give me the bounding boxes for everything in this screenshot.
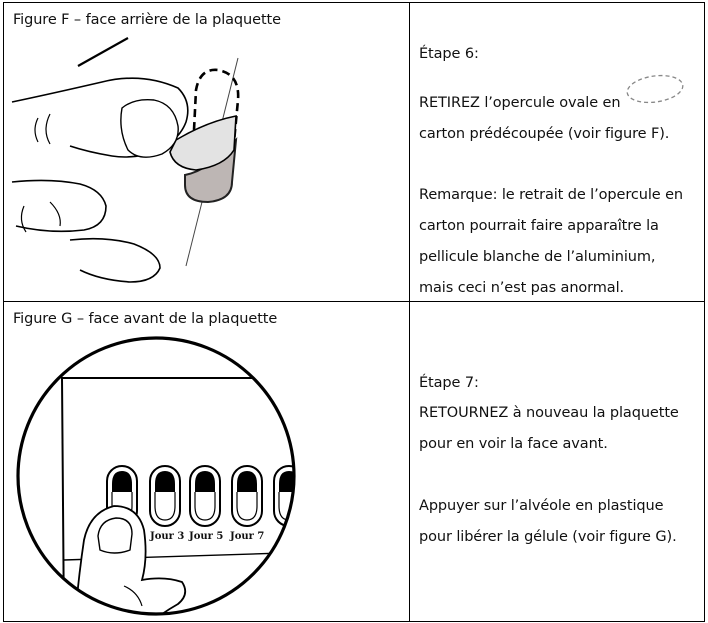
- step-7-heading: Étape 7:: [419, 375, 479, 391]
- table-border-bottom: [3, 621, 705, 622]
- step-7-instruction-line-2: pour en voir la face avant.: [419, 436, 608, 452]
- step-7-instruction-line-1: RETOURNEZ à nouveau la plaquette: [419, 405, 679, 421]
- step-6-note-line-1: Remarque: le retrait de l’opercule en: [419, 187, 683, 203]
- table-border-middle: [3, 301, 705, 302]
- table-border-right: [704, 2, 705, 622]
- dashed-oval-icon: [624, 72, 686, 106]
- step-7-note-line-2: pour libérer la gélule (voir figure G).: [419, 529, 677, 545]
- table-border-divider: [409, 2, 410, 622]
- step-6-note-line-2: carton pourrait faire apparaître la: [419, 218, 659, 234]
- table-border-top: [3, 2, 705, 3]
- step-7-note-line-1: Appuyer sur l’alvéole en plastique: [419, 498, 664, 514]
- step-6-instruction-line-2: carton prédécoupée (voir figure F).: [419, 126, 670, 142]
- figure-f-caption: Figure F – face arrière de la plaquette: [13, 12, 281, 28]
- blister-label-day-3: Jour 3: [150, 531, 185, 542]
- figure-g-caption: Figure G – face avant de la plaquette: [13, 311, 278, 327]
- figure-g-illustration: [14, 330, 314, 620]
- step-6-note-line-3: pellicule blanche de l’aluminium,: [419, 249, 656, 265]
- step-6-note-line-4: mais ceci n’est pas anormal.: [419, 280, 625, 296]
- figure-f-illustration: [10, 30, 290, 290]
- step-6-instruction-line-1: RETIREZ l’opercule ovale en: [419, 95, 621, 111]
- table-border-left: [3, 2, 4, 622]
- blister-label-day-5: Jour 5: [189, 531, 224, 542]
- step-6-heading: Étape 6:: [419, 46, 479, 62]
- blister-label-day-7: Jour 7: [230, 531, 265, 542]
